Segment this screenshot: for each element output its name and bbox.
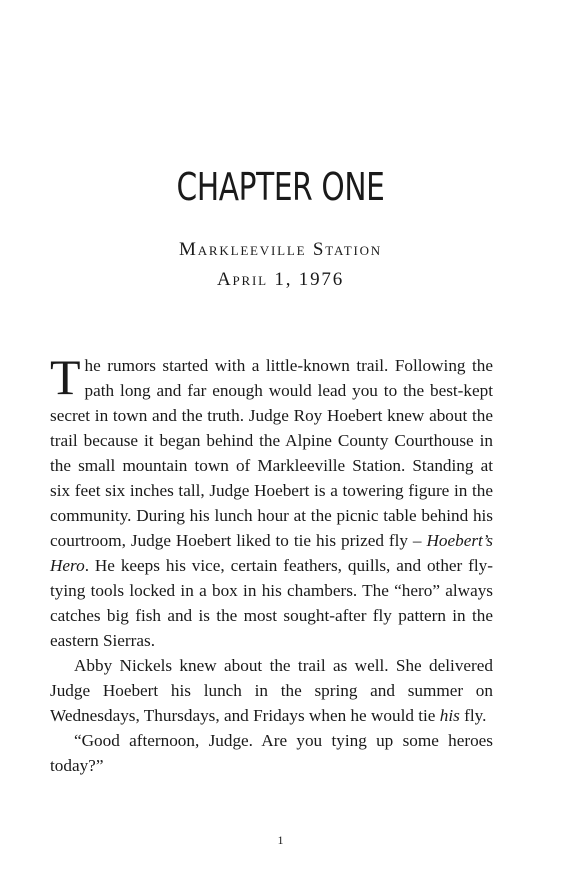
- chapter-title: CHAPTER ONE: [176, 165, 385, 209]
- fly-name: Hoebert’s Hero: [50, 531, 493, 575]
- drop-cap: T: [50, 349, 81, 405]
- page-number: 1: [277, 833, 284, 847]
- chapter-place: Markleeville Station: [179, 239, 382, 260]
- paragraph-2: [50, 653, 493, 728]
- paragraph-2-text-b: fly.: [459, 706, 487, 725]
- body-text: [50, 349, 493, 778]
- paragraph-3: [50, 728, 493, 778]
- paragraph-1-text-a: he rumors started with a little-known trail. Following the path long and far enough would lead you to the best-kept secret in town and the truth. Judge Roy Hoebert knew about the trail because it began behind the Alpine County Courthouse in the small mountain town of Markleeville Station. Standing at six feet six inches tall, Judge Hoebert is a towering figure in the community. During his lunch hour at the picnic table behind his courtroom, Judge Hoebert liked to tie his prized fly –: [50, 356, 493, 550]
- paragraph-2-text-a: Abby Nickels knew about the trail as well. She delivered Judge Hoebert his lunch in the spring and summer on Wednesdays, Thursdays, and Fridays when he would tie: [50, 656, 493, 725]
- chapter-date: April 1, 1976: [216, 269, 345, 290]
- paragraph-1-text-b: . He keeps his vice, certain feathers, quills, and other fly-tying tools locked in a box in his chambers. The “hero” always catches big fish and is the most sought-after fly pattern in the eastern Sierras.: [50, 556, 493, 650]
- emphasis-his: his: [439, 706, 460, 725]
- paragraph-1: [50, 349, 493, 653]
- paragraph-3-text: “Good afternoon, Judge. Are you tying up some heroes today?”: [50, 731, 493, 775]
